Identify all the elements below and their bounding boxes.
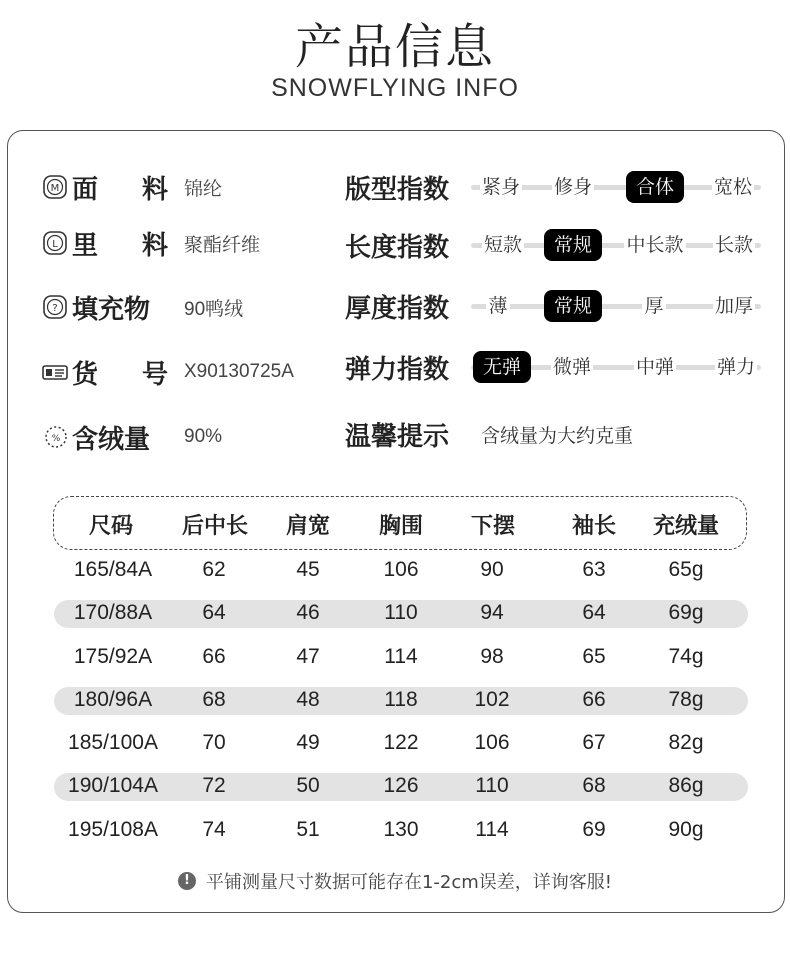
table-cell: 114: [475, 818, 509, 841]
table-cell: 98: [480, 645, 504, 668]
table-cell: 94: [480, 601, 504, 624]
index-option: 弹力: [716, 356, 755, 378]
index-title: 长度指数: [345, 232, 450, 263]
size-cell: 170/88A: [73, 601, 153, 624]
column-header: 肩宽: [285, 514, 330, 539]
attr-filling: [42, 290, 243, 324]
table-cell: 46: [296, 601, 320, 624]
tip-text: 含绒量为大约克重: [481, 425, 634, 447]
table-cell: 130: [383, 818, 419, 841]
table-cell: 110: [475, 774, 509, 797]
table-cell: 106: [383, 558, 419, 581]
table-cell: 65g: [668, 558, 704, 581]
index-title: 厚度指数: [345, 293, 450, 324]
index-option-selected: 无弹: [473, 351, 531, 383]
table-cell: 114: [384, 645, 418, 668]
size-cell: 175/92A: [73, 645, 153, 668]
table-cell: 122: [383, 731, 419, 754]
table-cell: 67: [582, 731, 606, 754]
index-option: 长款: [714, 234, 753, 256]
table-cell: 49: [296, 731, 320, 754]
exclamation-icon: !: [178, 872, 196, 890]
index-length: [345, 226, 753, 264]
attr-label: 含绒量: [72, 424, 151, 455]
table-cell: 50: [296, 774, 320, 797]
attr-value: 锦纶: [184, 178, 223, 200]
index-option: 修身: [553, 176, 592, 198]
svg-text:?: ?: [52, 303, 58, 314]
column-header: 袖长: [571, 514, 616, 539]
column-header: 下摆: [470, 514, 515, 539]
index-option: 紧身: [481, 176, 520, 198]
size-cell: 190/104A: [68, 774, 158, 797]
table-cell: 82g: [668, 731, 704, 754]
index-option: 中弹: [635, 356, 674, 378]
table-cell: 66: [202, 645, 226, 668]
svg-text:M: M: [50, 183, 60, 194]
table-cell: 90: [480, 558, 504, 581]
attr-label: 里 料: [72, 230, 168, 261]
column-header: 胸围: [378, 514, 423, 539]
tip-title: 温馨提示: [345, 422, 450, 452]
index-option: 加厚: [714, 295, 753, 317]
table-cell: 126: [383, 774, 419, 797]
table-cell: 68: [202, 688, 226, 711]
table-cell: 47: [296, 645, 320, 668]
size-cell: 180/96A: [73, 688, 153, 711]
index-option: 厚: [644, 295, 664, 317]
l-badge-icon: [42, 230, 68, 256]
table-cell: 63: [582, 558, 606, 581]
table-cell: 65: [582, 645, 606, 668]
table-cell: 45: [296, 558, 320, 581]
table-cell: 110: [384, 601, 418, 624]
column-header: 后中长: [181, 514, 248, 539]
table-cell: 70: [202, 731, 226, 754]
page-title: 产品信息: [294, 19, 495, 75]
index-option: 短款: [483, 234, 522, 256]
attr-value: 90鸭绒: [184, 298, 244, 320]
attr-label: 货 号: [72, 359, 168, 390]
table-cell: 68: [582, 774, 606, 797]
table-cell: 74: [202, 818, 226, 841]
attr-label: 面 料: [72, 174, 168, 205]
attr-fabric: [42, 170, 222, 204]
index-thickness: [345, 287, 753, 325]
table-cell: 74g: [668, 645, 704, 668]
table-cell: 48: [296, 688, 320, 711]
size-cell: 165/84A: [73, 558, 153, 581]
table-cell: 62: [202, 558, 226, 581]
index-option-selected: 常规: [544, 229, 602, 261]
attr-value: 聚酯纤维: [184, 234, 261, 256]
table-cell: 90g: [668, 818, 704, 841]
index-option: 宽松: [713, 176, 752, 198]
measurement-note: [0, 868, 790, 894]
table-cell: 66: [582, 688, 606, 711]
index-option: 微弹: [552, 356, 591, 378]
index-option: 薄: [488, 295, 508, 317]
table-cell: 118: [384, 688, 418, 711]
size-cell: 185/100A: [68, 731, 158, 754]
column-header: 充绒量: [652, 514, 719, 539]
attr-down-content: [42, 420, 222, 454]
table-cell: 64: [582, 601, 606, 624]
index-option-selected: 常规: [544, 290, 602, 322]
index-fit: [345, 168, 752, 206]
svg-text:L: L: [52, 239, 58, 250]
m-badge-icon: [42, 174, 68, 200]
index-option: 中长款: [626, 234, 684, 256]
table-cell: 86g: [668, 774, 704, 797]
page-subtitle: SNOWFLYING INFO: [271, 74, 519, 102]
table-cell: 102: [474, 688, 510, 711]
note-text: 平铺测量尺寸数据可能存在1-2cm误差，详询客服!: [205, 872, 613, 893]
table-cell: 72: [202, 774, 226, 797]
tip-row: [345, 416, 633, 453]
index-option-selected: 合体: [626, 171, 684, 203]
attr-value: 90%: [184, 426, 223, 447]
column-header: 尺码: [88, 514, 133, 539]
size-cell: 195/108A: [68, 818, 158, 841]
percent-gauge-icon: [42, 424, 68, 450]
attr-label: 填充物: [72, 294, 151, 325]
svg-text:%: %: [51, 434, 61, 444]
question-badge-icon: [42, 294, 68, 320]
attr-lining: [42, 226, 260, 260]
attr-value: X90130725A: [184, 361, 294, 382]
id-card-icon: [42, 359, 68, 385]
index-elasticity: [345, 348, 755, 386]
attr-item-number: [42, 355, 294, 389]
table-cell: 69: [582, 818, 606, 841]
table-cell: 106: [474, 731, 510, 754]
table-cell: 64: [202, 601, 226, 624]
index-title: 弹力指数: [345, 354, 450, 385]
table-cell: 78g: [668, 688, 704, 711]
table-cell: 69g: [668, 601, 704, 624]
index-title: 版型指数: [345, 174, 450, 205]
table-cell: 51: [296, 818, 320, 841]
